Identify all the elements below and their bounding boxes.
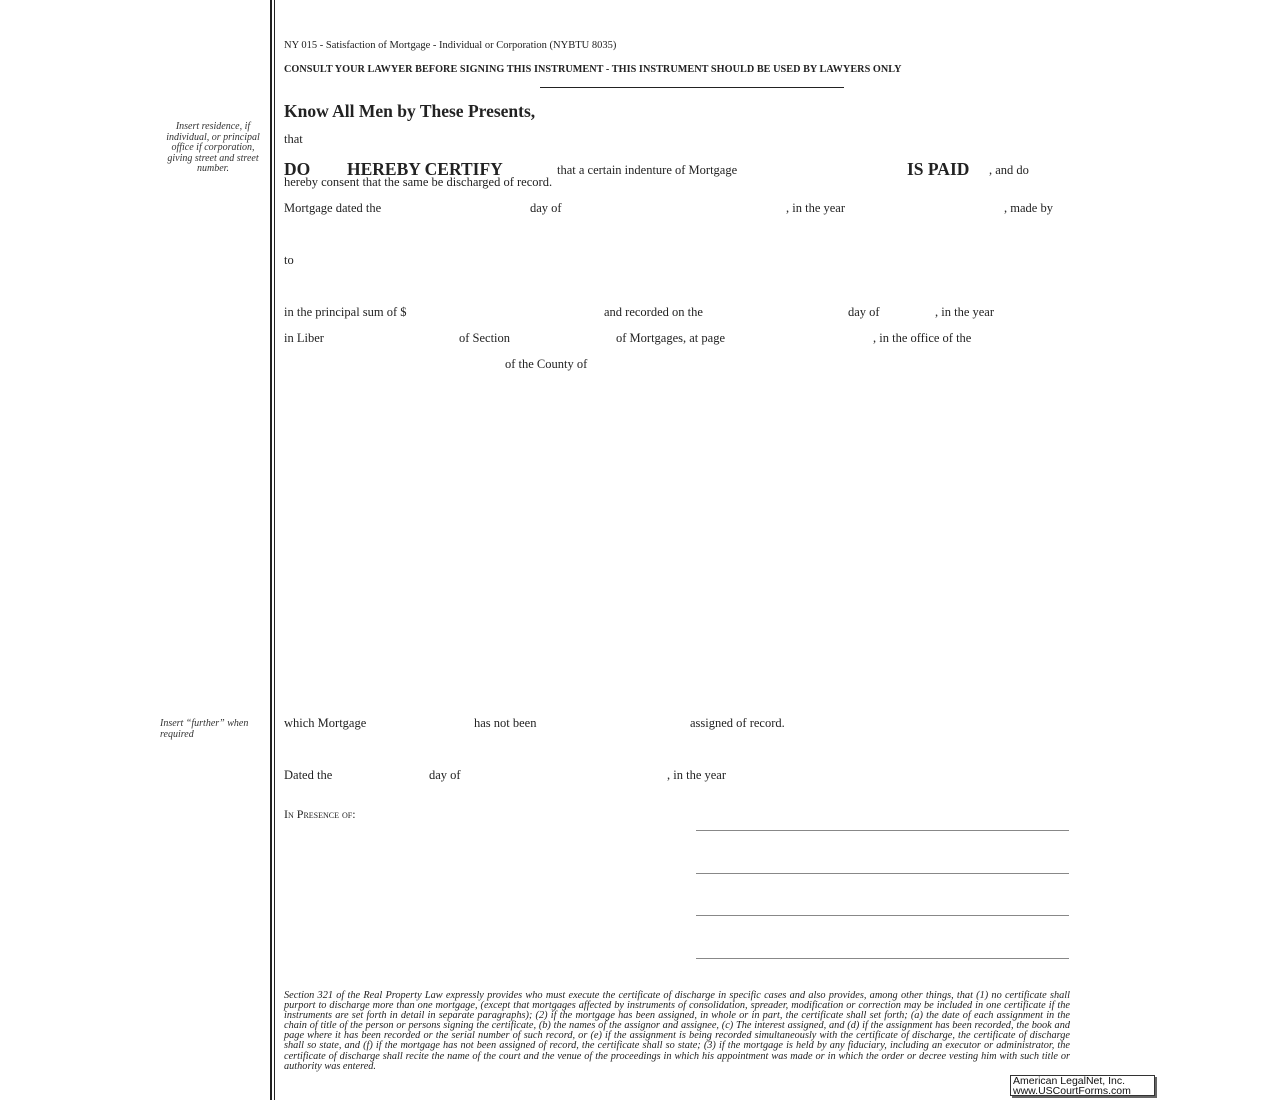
- dated-the-label: Dated the: [284, 768, 333, 782]
- and-do-text: , and do: [989, 163, 1029, 177]
- signature-line-1[interactable]: [696, 830, 1069, 831]
- form-id: NY 015 - Satisfaction of Mortgage - Individual or Corporation (NYBTU 8035): [284, 40, 617, 51]
- in-the-year-label-2: , in the year: [935, 305, 995, 319]
- in-the-year-label-3: , in the year: [667, 768, 727, 782]
- in-office-label: , in the office of the: [873, 331, 972, 345]
- consent-line: hereby consent that the same be discharged of record.: [284, 175, 553, 189]
- in-the-year-label: , in the year: [786, 201, 846, 215]
- which-mortgage-label: which Mortgage: [284, 716, 367, 730]
- recorded-on-label: and recorded on the: [604, 305, 703, 319]
- day-of-label: day of: [530, 201, 562, 215]
- margin-rule-right: [274, 0, 275, 1100]
- made-by-label: , made by: [1004, 201, 1053, 215]
- of-mortgages-label: of Mortgages, at page: [616, 331, 725, 345]
- signature-line-4[interactable]: [696, 958, 1069, 959]
- has-not-been-label: has not been: [474, 716, 537, 730]
- of-section-label: of Section: [459, 331, 511, 345]
- signature-line-2[interactable]: [696, 873, 1069, 874]
- indenture-text: that a certain indenture of Mortgage: [557, 163, 738, 177]
- brand-name: American LegalNet, Inc.: [1013, 1075, 1126, 1087]
- margin-note-further: Insert “further” when required: [160, 718, 249, 740]
- hereby-certify-label: HEREBY CERTIFY: [347, 159, 503, 179]
- lawyer-warning: CONSULT YOUR LAWYER BEFORE SIGNING THIS INSTRUMENT - THIS INSTRUMENT SHOULD BE USED BY LAWYERS ONLY: [284, 64, 902, 75]
- day-of-label-2: day of: [848, 305, 880, 319]
- signature-line-3[interactable]: [696, 915, 1069, 916]
- margin-rule-left: [270, 0, 272, 1100]
- assigned-of-record-label: assigned of record.: [690, 716, 785, 730]
- principal-sum-label: in the principal sum of $: [284, 305, 407, 319]
- header-divider: [540, 87, 844, 88]
- to-label: to: [284, 253, 294, 267]
- that-label: that: [284, 132, 303, 146]
- is-paid-label: IS PAID: [907, 159, 970, 179]
- section-321-footnote: Section 321 of the Real Property Law expressly provides who must execute the certificate of discharge in specific cases and also provides, among other things, that (1) no certificate shall purport to discharge more than one mortgage, (except that mortgages affected by instruments of consolidation, spreader, modification or correction may be included in one certificate if the instruments are set forth in detail in separate paragraphs); (2) if the mortgage has been assigned, in whole or in part, the certificate shall set forth; (a) the date of each assignment in the chain of title of the person or persons signing the certificate, (b) the names of the assignor and assignee, (c) The interest assigned, and (d) if the assignment has been recorded, the book and page where it has been recorded or the serial number of such record, or (e) if the assignment is being recorded simultaneously with the certificate of discharge, the certificate of discharge shall so state, and (f) if the mortgage has not been assigned of record, the certificate shall so state; (3) if the mortgage is held by any fiduciary, including an executor or administrator, the certificate of discharge shall recite the name of the court and the venue of the proceedings in which his appointment was made or in which the order or decree vesting him with such title or authority was entered.: [284, 990, 1070, 1072]
- brand-box[interactable]: [1010, 1075, 1155, 1096]
- brand-url: www.USCourtForms.com: [1013, 1084, 1131, 1097]
- document-title: Know All Men by These Presents,: [284, 101, 536, 121]
- county-of-label: of the County of: [505, 357, 588, 371]
- in-liber-label: in Liber: [284, 331, 324, 345]
- margin-note-residence: Insert residence, if individual, or principal office if corporation, giving street and street number.: [166, 121, 260, 174]
- do-label: DO: [284, 159, 311, 179]
- mortgage-dated-label: Mortgage dated the: [284, 201, 382, 215]
- day-of-label-3: day of: [429, 768, 461, 782]
- in-presence-of-label: In Presence of:: [284, 807, 356, 821]
